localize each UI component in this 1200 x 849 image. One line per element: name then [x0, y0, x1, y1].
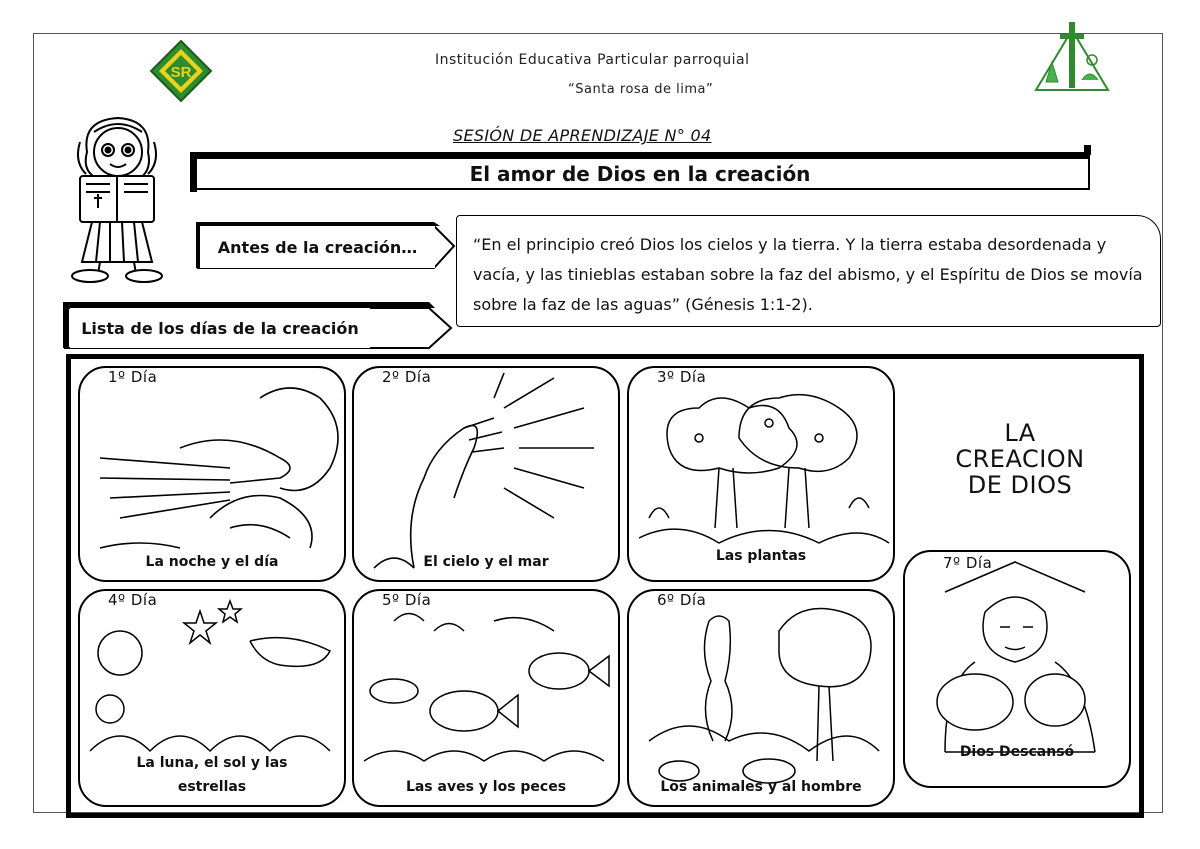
day-card-7 — [903, 550, 1131, 788]
title-accent-bar — [190, 152, 197, 192]
institution-name: Institución Educativa Particular parroquial — [435, 52, 750, 68]
day-label: 3º Día — [657, 368, 707, 386]
creation-title — [915, 420, 1125, 498]
day-caption: El cielo y el mar — [423, 554, 549, 570]
day-label: 4º Día — [108, 591, 158, 609]
school-logo-icon — [150, 40, 212, 102]
day-card-4 — [78, 589, 346, 807]
day-caption: Las plantas — [715, 548, 807, 564]
svg-text:SR: SR — [170, 64, 192, 81]
day-card-2 — [352, 366, 620, 582]
days-list-tag: Lista de los días de la creación — [70, 308, 370, 348]
creation-title-line: LA — [1004, 419, 1036, 447]
school-name: “Santa rosa de lima” — [568, 82, 714, 97]
day-card-3 — [627, 366, 895, 582]
girl-reading-illustration — [52, 112, 187, 287]
title-accent-corner — [1084, 145, 1091, 155]
before-creation-tag: Antes de la creación… — [200, 226, 435, 268]
day-card-5 — [352, 589, 620, 807]
day-caption: La luna, el sol y las estrellas — [136, 755, 288, 795]
day-label: 7º Día — [943, 554, 993, 572]
parish-logo-icon — [1032, 20, 1112, 94]
day-caption: La noche y el día — [145, 554, 279, 570]
creation-title-line: CREACION — [955, 445, 1085, 473]
day-label: 2º Día — [382, 368, 432, 386]
creation-title-line: DE DIOS — [967, 471, 1073, 499]
session-number: SESIÓN DE APRENDIZAJE N° 04 — [453, 126, 712, 145]
day-caption: Las aves y los peces — [405, 779, 567, 795]
day-label: 1º Día — [108, 368, 158, 386]
day-card-6 — [627, 589, 895, 807]
day-label: 5º Día — [382, 591, 432, 609]
day-card-1 — [78, 366, 346, 582]
day-label: 6º Día — [657, 591, 707, 609]
lesson-title: El amor de Dios en la creación — [190, 152, 1090, 190]
genesis-quote: “En el principio creó Dios los cielos y la tierra. Y la tierra estaba desordenada y vacía, y las tinieblas estaban sobre la faz del abismo, y el Espíritu de Dios se movía sobre la faz de las aguas” (Génesis 1:1-2). — [456, 215, 1161, 327]
day-caption: Dios Descansó — [959, 744, 1075, 760]
day-caption: Los animales y al hombre — [660, 779, 862, 795]
